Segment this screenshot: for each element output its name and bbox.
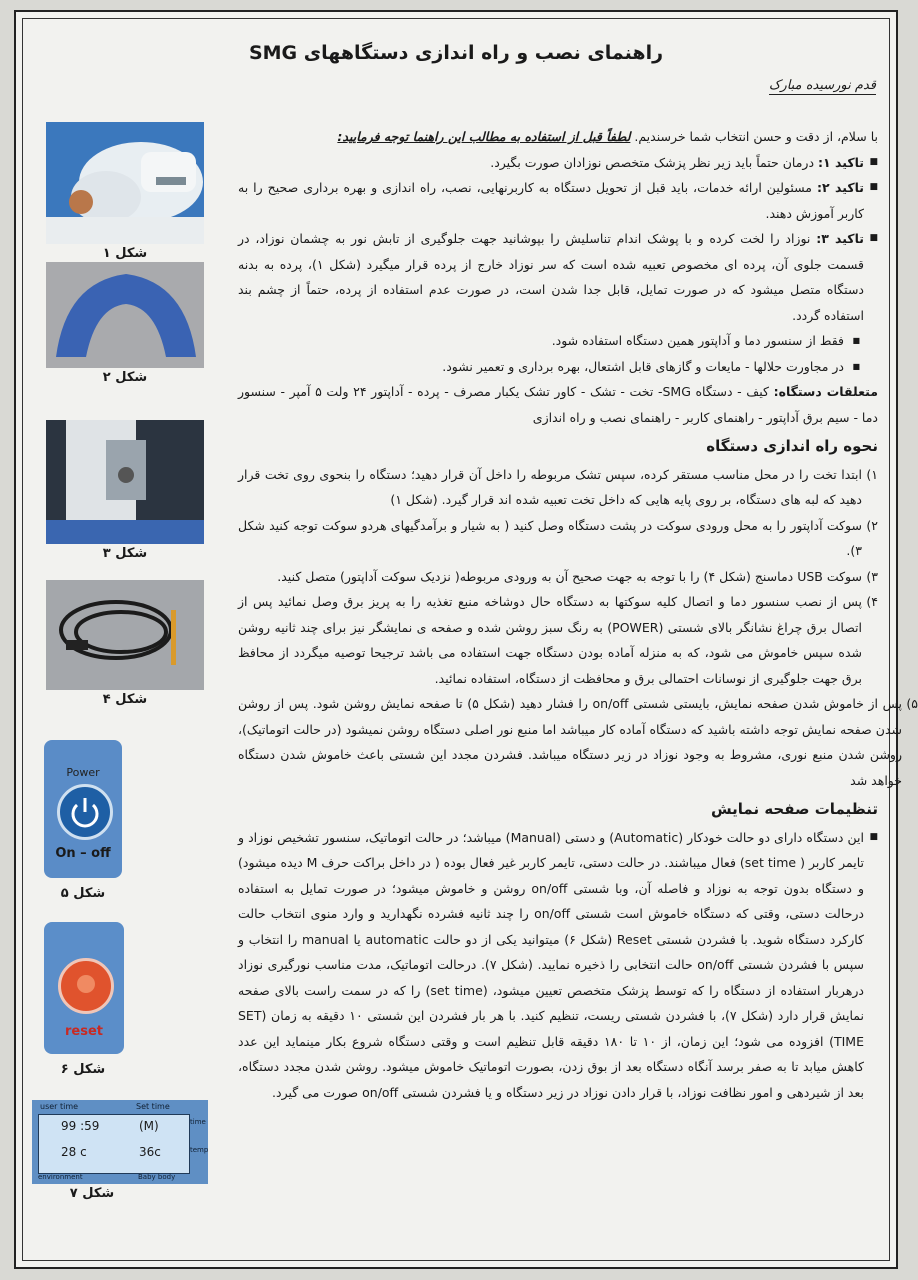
note-3: ■ تاکید ۳: نوزاد را لخت کرده و با پوشک اندام تناسلیش را بپوشانید جهت جلوگیری از تابش نور به چشمان نوزاد، در قسمت جلوی آن، پرده ای مخصوص تعبیه شده است که سر نوزاد خارج از پرده قرار میگیرد (شکل ۱)، پرده به بدنه دستگاه متصل میشود که در صورت تمایل، قابل جدا شدن است، در صورت عدم استفاده از پرده، حتماً از چشم بند استفاده گردد. — [238, 226, 878, 328]
reset-button-icon — [58, 958, 114, 1014]
env-temp-value: 28 c — [61, 1145, 87, 1159]
figure-4-image — [46, 580, 204, 690]
setup-step-1: ۱) ابتدا تخت را در محل مناسب مستقر کرده، سپس تشک مربوطه را داخل آن قرار دهید؛ دستگاه را بنحوی روی تخت قرار دهید که لبه های دستگاه، بر روی پایه هایی که داخل تخت تعبیه شده اند قرار گیرد. (شکل ۱) — [238, 466, 878, 507]
display-paragraph: ■ این دستگاه دارای دو حالت خودکار (Automatic) و دستی (Manual) میباشد؛ در حالت اتوماتیک، سنسور تشخیص نوزاد و تایمر کاربر ( set time) فعال میباشند. در حالت دستی، تایمر کاربر غیر فعال بوده ( در داخل براکت حرف M دیده میشود) و دستگاه بدون توجه به نوزاد و فاصله آن، وبا شستی on/off روشن و خاموش میشود؛ در صورت تمایل به استفاده درحالت دستی، وقتی که دستگاه خاموش است شستی on/off را چند ثانیه فشرده نگهدارید و وارد منوی انتخاب حالت کارکرد دستگاه شوید. با فشردن شستی Reset (شکل ۶) میتوانید یکی از دو حالت automatic یا manual را انتخاب و سپس با فشردن شستی on/off حالت انتخابی را ذخیره نمایید. (شکل ۷). درحالت اتوماتیک، مدت مناسب نورگیری نوزاد درهربار استفاده از دستگاه را که توسط پزشک متخصص تعیین میشود، (set time) را که در سمت راست بالای صفحه نمایش قرار دارد (شکل ۷)، با فشردن شستی ریست، تنظیم کنید. با هر بار فشردن این شستی ۱۰ دقیقه به زمان (SET TIME) افزوده می شود؛ این زمان، از ۱۰ تا ۱۸۰ دقیقه قابل تنظیم است و وقتی دستگاه شروع بکار مینماید این عدد کاهش میابد تا به صفر برسد آنگاه دستگاه بعد از بوق زدن، بصورت اتوماتیک خاموش میشود. روشن شدن مجدد دستگاه، بعد از شیردهی و امور نظافت نوزاد، با قرار دادن نوزاد در زیر دستگاه و یا فشردن شستی on/off صورت می گیرد. — [238, 825, 878, 1106]
temp-label: temp — [190, 1146, 209, 1154]
figure-1-image — [46, 122, 204, 244]
intro-text: با سلام، از دقت و حسن انتخاب شما خرسندیم. — [634, 129, 878, 144]
setup-step-3: ۳) سوکت USB دماسنج (شکل ۴) را با توجه به جهت صحیح آن به ورودی مربوطه( نزدیک سوکت آداپتور) متصل کنید. — [277, 568, 878, 584]
sub-note-1: ■ فقط از سنسور دما و آداپتور همین دستگاه استفاده شود. — [238, 328, 878, 354]
display-heading: تنظیمات صفحه نمایش — [710, 800, 878, 818]
intro-paragraph — [238, 124, 878, 150]
figure-1 — [46, 122, 204, 261]
figure-5-caption: شکل ۵ — [60, 886, 106, 901]
figure-2-image — [46, 262, 204, 368]
figure-2 — [46, 262, 204, 385]
lcd-panel — [38, 1114, 190, 1174]
setup-step-4: ۴) پس از نصب سنسور دما و اتصال کلیه سوکتها به دستگاه حال دوشاخه منبع تغذیه را به پریز برق وصل نمائید پس از اتصال برق چراغ نشانگر بالای شستی (POWER) به رنگ سبز روشن شده و صفحه ی نمایشگر نیز برای چند ثانیه روشن شده سپس خاموش می شود، که به منزله آماده بودن دستگاه جهت استفاده می باشد ترجیحا توصیه میگردد از محافظ برق جهت جلوگیری از نوسانات احتمالی برق و محافظت از دستگاه، استفاده نمائید. — [238, 594, 878, 686]
user-time-value: 99 :59 — [61, 1119, 100, 1133]
figure-5 — [38, 740, 138, 901]
figure-6-caption: شکل ۶ — [60, 1062, 106, 1077]
sub-note-2: ■ در مجاورت حلالها - مایعات و گازهای قابل اشتعال، بهره برداری و تعمیر نشود. — [238, 354, 878, 380]
time-label: time — [190, 1118, 206, 1126]
reset-button-panel — [44, 922, 124, 1054]
note-1: ■ تاکید ۱: درمان حتماً باید زیر نظر پزشک متخصص نوزادان صورت بگیرد. — [238, 150, 878, 176]
body-temp-value: 36c — [139, 1145, 161, 1159]
intro-emphasis: لطفاً قبل از استفاده به مطالب این راهنما توجه فرمایید: — [337, 129, 631, 144]
figure-2-caption: شکل ۲ — [102, 370, 148, 385]
set-time-label: Set time — [136, 1102, 170, 1111]
accessories: متعلقات دستگاه: کیف - دستگاه SMG- تخت - تشک - کاور تشک یکبار مصرف - پرده - آداپتور ۲۴ ولت ۵ آمپر - سنسور دما - سیم برق آداپتور - راهنمای کاربر - راهنمای نصب و راه اندازی — [238, 384, 878, 425]
main-text — [238, 124, 918, 1105]
document-page — [14, 10, 918, 1269]
baby-body-label: Baby body — [138, 1173, 176, 1181]
greeting: قدم نورسیده مبارک — [768, 78, 876, 93]
power-button-panel — [44, 740, 122, 878]
figure-4-caption: شکل ۴ — [102, 692, 148, 707]
onoff-label: On – off — [55, 846, 111, 861]
setup-step-2: ۲) سوکت آداپتور را به محل ورودی سوکت در پشت دستگاه وصل کنید ( به شیار و برآمدگیهای هردو سوکت توجه کنید شکل ۳). — [238, 517, 878, 558]
note-2: ■ تاکید ۲: مسئولین ارائه خدمات، باید قبل از تحویل دستگاه به کاربرنهایی، نصب، راه اندازی و بهره برداری صحیح را به کاربر آموزش دهند. — [238, 175, 878, 226]
environment-label: environment — [38, 1173, 83, 1181]
power-label: Power — [66, 766, 100, 779]
setup-heading: نحوه راه اندازی دستگاه — [706, 437, 878, 455]
page-title: راهنمای نصب و راه اندازی دستگاههای SMG — [248, 42, 664, 64]
figure-3-image — [46, 420, 204, 544]
reset-label: reset — [65, 1024, 103, 1039]
figure-6 — [38, 922, 138, 1077]
figure-3-caption: شکل ۳ — [102, 546, 148, 561]
figure-3 — [46, 420, 204, 561]
power-icon — [57, 784, 113, 840]
user-time-label: user time — [40, 1102, 79, 1111]
set-time-mode: (M) — [139, 1119, 159, 1133]
display-screen — [32, 1100, 208, 1184]
figure-4 — [46, 580, 204, 707]
figure-1-caption: شکل ۱ — [102, 246, 148, 261]
figure-7-caption: شکل ۷ — [69, 1186, 115, 1201]
setup-step-5: ۵) پس از خاموش شدن صفحه نمایش، بایستی شستی on/off را فشار دهید (شکل ۵) تا صفحه نمایش روشن شود. پس از روشن شدن صفحه نمایش توجه داشته باشید که دستگاه آماده کار میباشد اما منبع نور اصلی دستگاه روشن نمیشود (در حالت اتوماتیک)، روشن شدن منبع نوری، مشروط به وجود نوزاد در زیر دستگاه میباشد. فشردن مجدد این شستی باعث خاموش شدن دستگاه خواهد شد — [238, 696, 918, 788]
figure-7 — [32, 1100, 212, 1201]
